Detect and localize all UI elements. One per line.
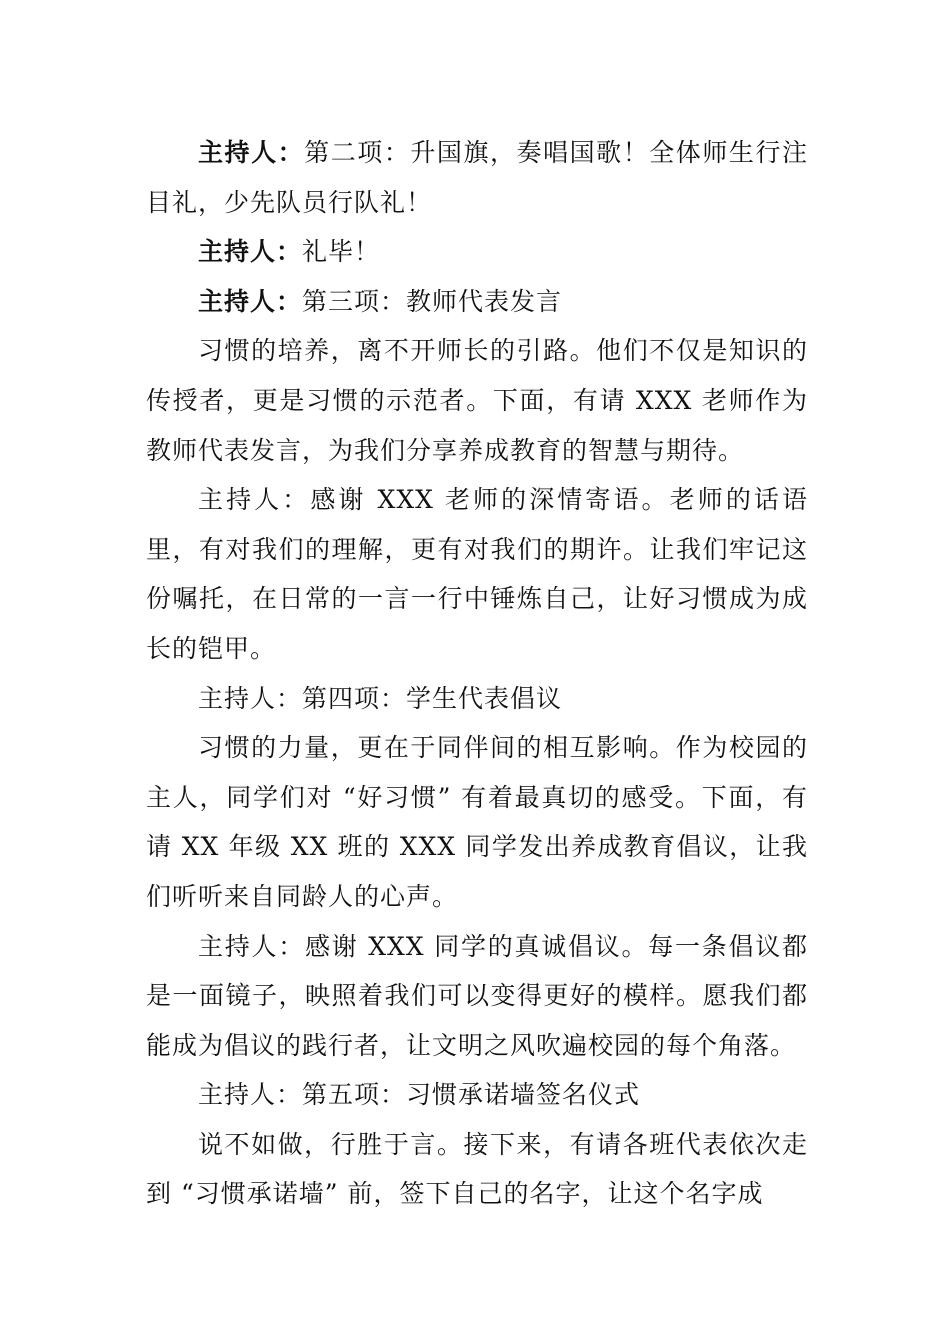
paragraph-teacher-intro [146,326,808,475]
paragraph-text: 礼毕！ [302,237,381,267]
paragraph-text: 第三项：教师代表发言 [302,286,563,316]
speaker-label: 主持人： [198,683,303,713]
paragraph-salute-end [146,227,808,277]
speaker-label: 主持人： [198,931,305,961]
paragraph-text: 第四项：学生代表倡议 [302,683,563,713]
paragraph-item-five [146,1070,808,1120]
speaker-label: 主持人： [198,138,305,167]
paragraph-text: 习惯的培养，离不开师长的引路。他们不仅是知识的传授者，更是习惯的示范者。下面，有请 XXX 老师作为教师代表发言，为我们分享养成教育的智慧与期待。 [146,336,808,465]
speaker-label: 主持人： [198,485,311,515]
paragraph-text: 第五项：习惯承诺墙签名仪式 [302,1080,641,1110]
paragraph-teacher-thanks [146,475,808,673]
speaker-label: 主持人： [198,1080,303,1110]
speaker-label: 主持人： [198,286,303,316]
paragraph-signing-intro [146,1120,808,1219]
paragraph-item-three [146,277,808,327]
paragraph-text: 感谢 XXX 同学的真诚倡议。每一条倡议都是一面镜子，映照着我们可以变得更好的模样。愿我们都能成为倡议的践行者，让文明之风吹遍校园的每个角落。 [146,931,808,1060]
paragraph-text: 第二项：升国旗，奏唱国歌！全体师生行注目礼，少先队员行队礼！ [146,138,808,217]
document-body [146,128,808,1219]
paragraph-text: 说不如做，行胜于言。接下来，有请各班代表依次走到 “习惯承诺墙” 前，签下自己的名字，让这个名字成 [146,1129,808,1209]
paragraph-flag-ceremony [146,128,808,227]
speaker-label: 主持人： [198,237,303,267]
paragraph-student-thanks [146,922,808,1071]
paragraph-text: 习惯的力量，更在于同伴间的相互影响。作为校园的主人，同学们对 “好习惯” 有着最真切的感受。下面，有请 XX 年级 XX 班的 XXX 同学发出养成教育倡议，让我们听听来自同龄人的心声。 [146,733,808,911]
paragraph-item-four [146,674,808,724]
paragraph-text: 感谢 XXX 老师的深情寄语。老师的话语里，有对我们的理解，更有对我们的期许。让我们牢记这份嘱托，在日常的一言一行中锤炼自己，让好习惯成为成长的铠甲。 [146,485,808,663]
paragraph-student-intro [146,723,808,921]
